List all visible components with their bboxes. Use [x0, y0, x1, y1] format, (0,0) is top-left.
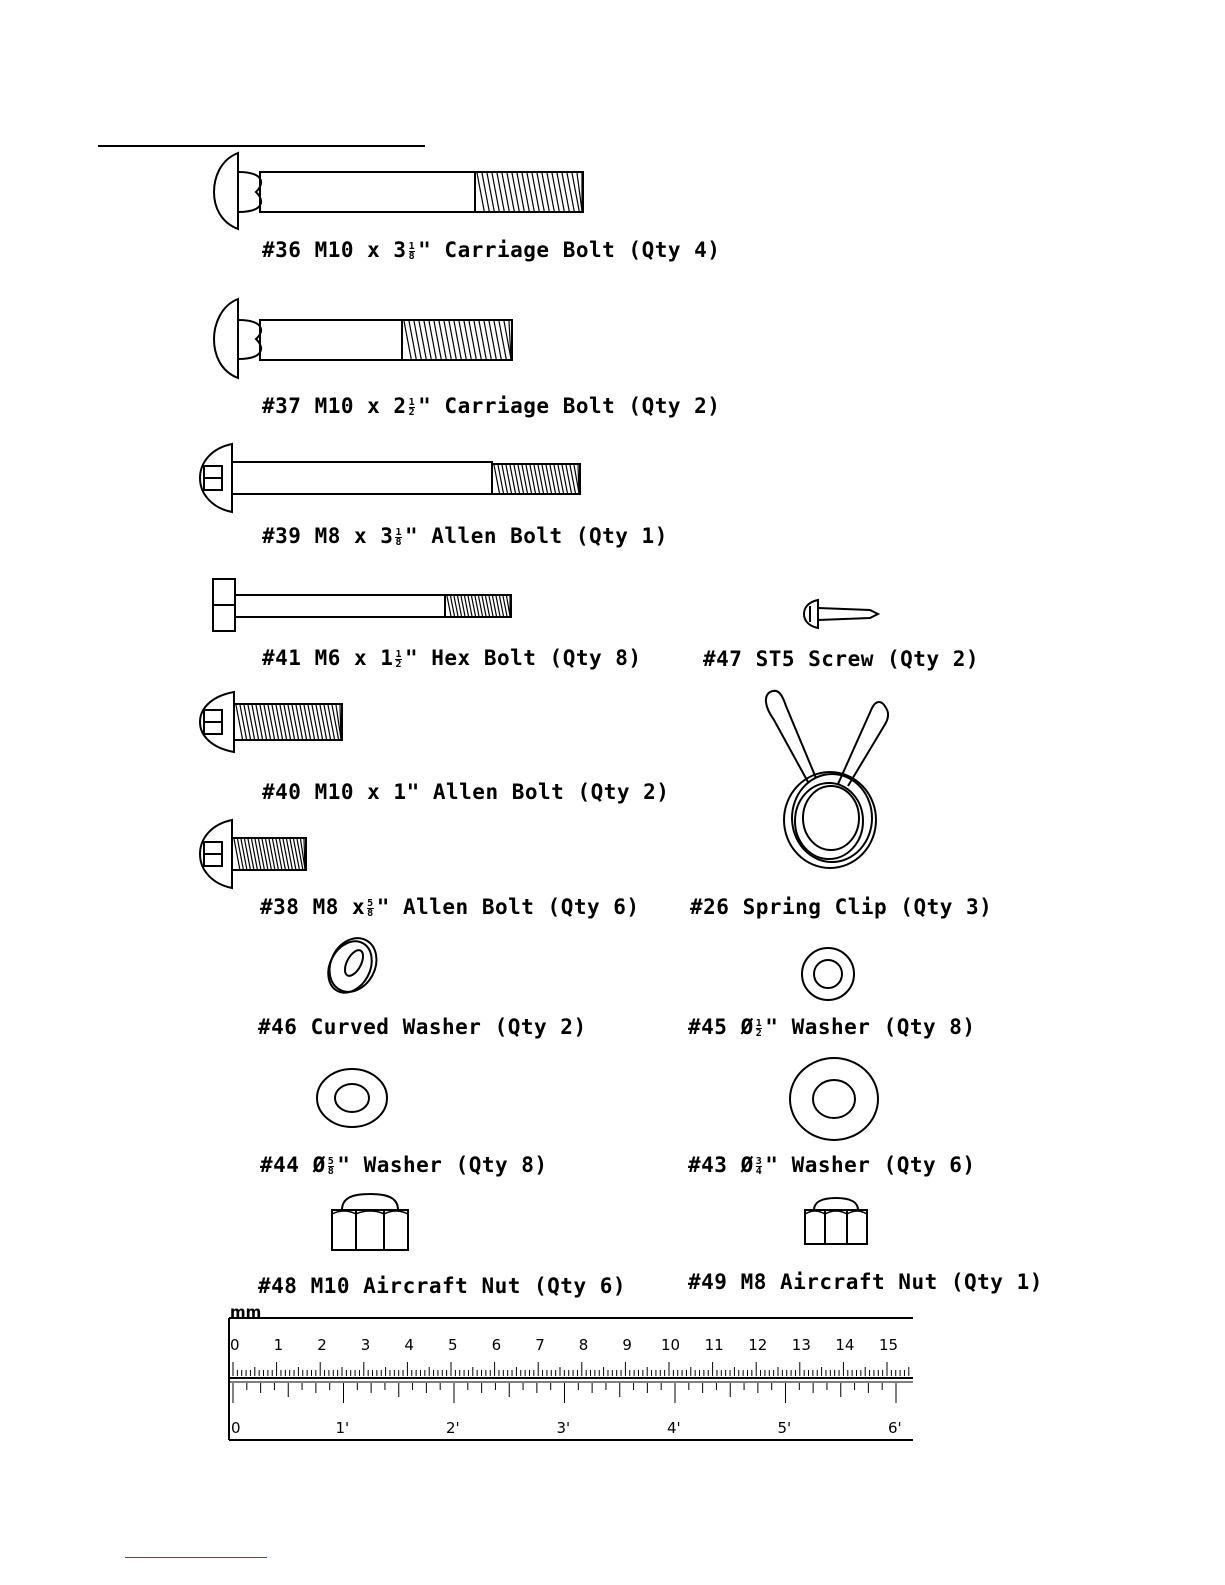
ruler-cm-label: 2 — [317, 1336, 327, 1354]
ruler-cm-label: 5 — [448, 1336, 458, 1354]
part-number: #45 — [688, 1015, 741, 1039]
inch-mark: " — [418, 238, 432, 262]
ruler-inch-label: 1' — [335, 1419, 350, 1437]
part-description: Washer (Qty 8) — [778, 1015, 976, 1039]
part-number: #39 — [262, 524, 315, 548]
part-spec: Ø — [312, 1153, 326, 1177]
part-number: #48 — [258, 1274, 311, 1298]
part-description: Washer (Qty 6) — [778, 1153, 976, 1177]
fraction-numerator: 1 — [395, 526, 402, 538]
ruler-cm-label: 11 — [704, 1336, 724, 1354]
ruler-inch-label: 4' — [667, 1419, 681, 1437]
ruler-inch-label: 3' — [556, 1419, 571, 1437]
fraction-numerator: 1 — [395, 648, 402, 660]
ruler-cm-label: 10 — [661, 1336, 681, 1354]
part-spec: M10 x 2 — [314, 394, 407, 418]
part-spec: Curved Washer (Qty 2) — [310, 1015, 587, 1039]
fraction-numerator: 5 — [367, 897, 374, 909]
fraction-denominator: 8 — [408, 250, 416, 262]
part-number: #36 — [262, 238, 315, 262]
ruler-inch-label: 5' — [777, 1419, 792, 1437]
part-number: #49 — [688, 1270, 741, 1294]
fraction-denominator: 8 — [395, 536, 402, 548]
inch-mark: " — [765, 1015, 779, 1039]
ruler-inch-label: 2' — [446, 1419, 460, 1437]
part-spec: M8 x 3 — [314, 524, 394, 548]
ruler-inch-label: 6' — [888, 1419, 902, 1437]
inch-mark: " — [418, 394, 432, 418]
inch-mark: " — [404, 646, 419, 670]
ruler-cm-label: 15 — [879, 1336, 899, 1354]
inch-mark: " — [337, 1153, 351, 1177]
ruler-inch-scale — [231, 1383, 902, 1437]
part-number: #43 — [688, 1153, 741, 1177]
ruler-cm-label: 12 — [748, 1336, 768, 1354]
part-description: Carriage Bolt (Qty 2) — [431, 394, 721, 418]
part-number: #26 — [690, 895, 743, 919]
part-description: Carriage Bolt (Qty 4) — [431, 238, 721, 262]
part-description: Allen Bolt (Qty 1) — [418, 524, 668, 548]
inch-mark: " — [765, 1153, 779, 1177]
fraction-denominator: 8 — [367, 907, 374, 919]
part-spec: Spring Clip (Qty 3) — [742, 895, 993, 919]
fraction-denominator: 2 — [395, 658, 402, 670]
ruler-cm-label: 4 — [404, 1336, 414, 1354]
footer-link-rule — [125, 1557, 267, 1558]
ruler-cm-label: 6 — [491, 1336, 502, 1354]
ruler-cm-label: 0 — [230, 1336, 240, 1354]
fraction-numerator: 5 — [327, 1155, 335, 1167]
part-description: Washer (Qty 8) — [350, 1153, 548, 1177]
part-spec: Ø — [740, 1153, 754, 1177]
inch-mark: " — [376, 895, 390, 919]
part-spec: M6 x 1 — [314, 646, 394, 670]
ruler-unit-label: mm — [230, 1303, 262, 1321]
part-spec: Ø — [740, 1015, 754, 1039]
part-spec: ST5 Screw (Qty 2) — [755, 647, 980, 671]
part-number: #41 — [262, 646, 315, 670]
fraction-denominator: 8 — [327, 1165, 335, 1177]
ruler-inch-label: 0 — [231, 1419, 241, 1437]
part-spec: M10 x 3 — [314, 238, 407, 262]
fraction-denominator: 2 — [755, 1027, 763, 1039]
fraction-numerator: 1 — [408, 240, 416, 252]
part-spec: M10 x 1" Allen Bolt (Qty 2) — [314, 780, 670, 804]
part-number: #46 — [258, 1015, 311, 1039]
part-number: #38 — [260, 895, 313, 919]
part-spec: M10 Aircraft Nut (Qty 6) — [310, 1274, 627, 1298]
ruler-cm-label: 8 — [578, 1336, 589, 1354]
ruler-cm-scale — [230, 1336, 909, 1376]
part-number: #44 — [260, 1153, 313, 1177]
inch-mark: " — [404, 524, 419, 548]
ruler-cm-label: 1 — [273, 1336, 284, 1354]
ruler-cm-label: 9 — [622, 1336, 632, 1354]
fraction-numerator: 1 — [755, 1017, 763, 1029]
part-number: #37 — [262, 394, 315, 418]
part-spec: M8 Aircraft Nut (Qty 1) — [740, 1270, 1043, 1294]
ruler-cm-label: 7 — [535, 1336, 545, 1354]
fraction-denominator: 2 — [408, 406, 416, 418]
fraction-denominator: 4 — [755, 1165, 763, 1177]
part-number: #40 — [262, 780, 315, 804]
part-description: Hex Bolt (Qty 8) — [418, 646, 642, 670]
ruler-cm-label: 3 — [360, 1336, 371, 1354]
part-number: #47 — [703, 647, 756, 671]
fraction-numerator: 1 — [408, 396, 416, 408]
ruler-cm-label: 13 — [791, 1336, 811, 1354]
part-spec: M8 x — [312, 895, 366, 919]
ruler-cm-label: 14 — [835, 1336, 855, 1354]
fraction-numerator: 3 — [755, 1155, 763, 1167]
part-description: Allen Bolt (Qty 6) — [389, 895, 640, 919]
